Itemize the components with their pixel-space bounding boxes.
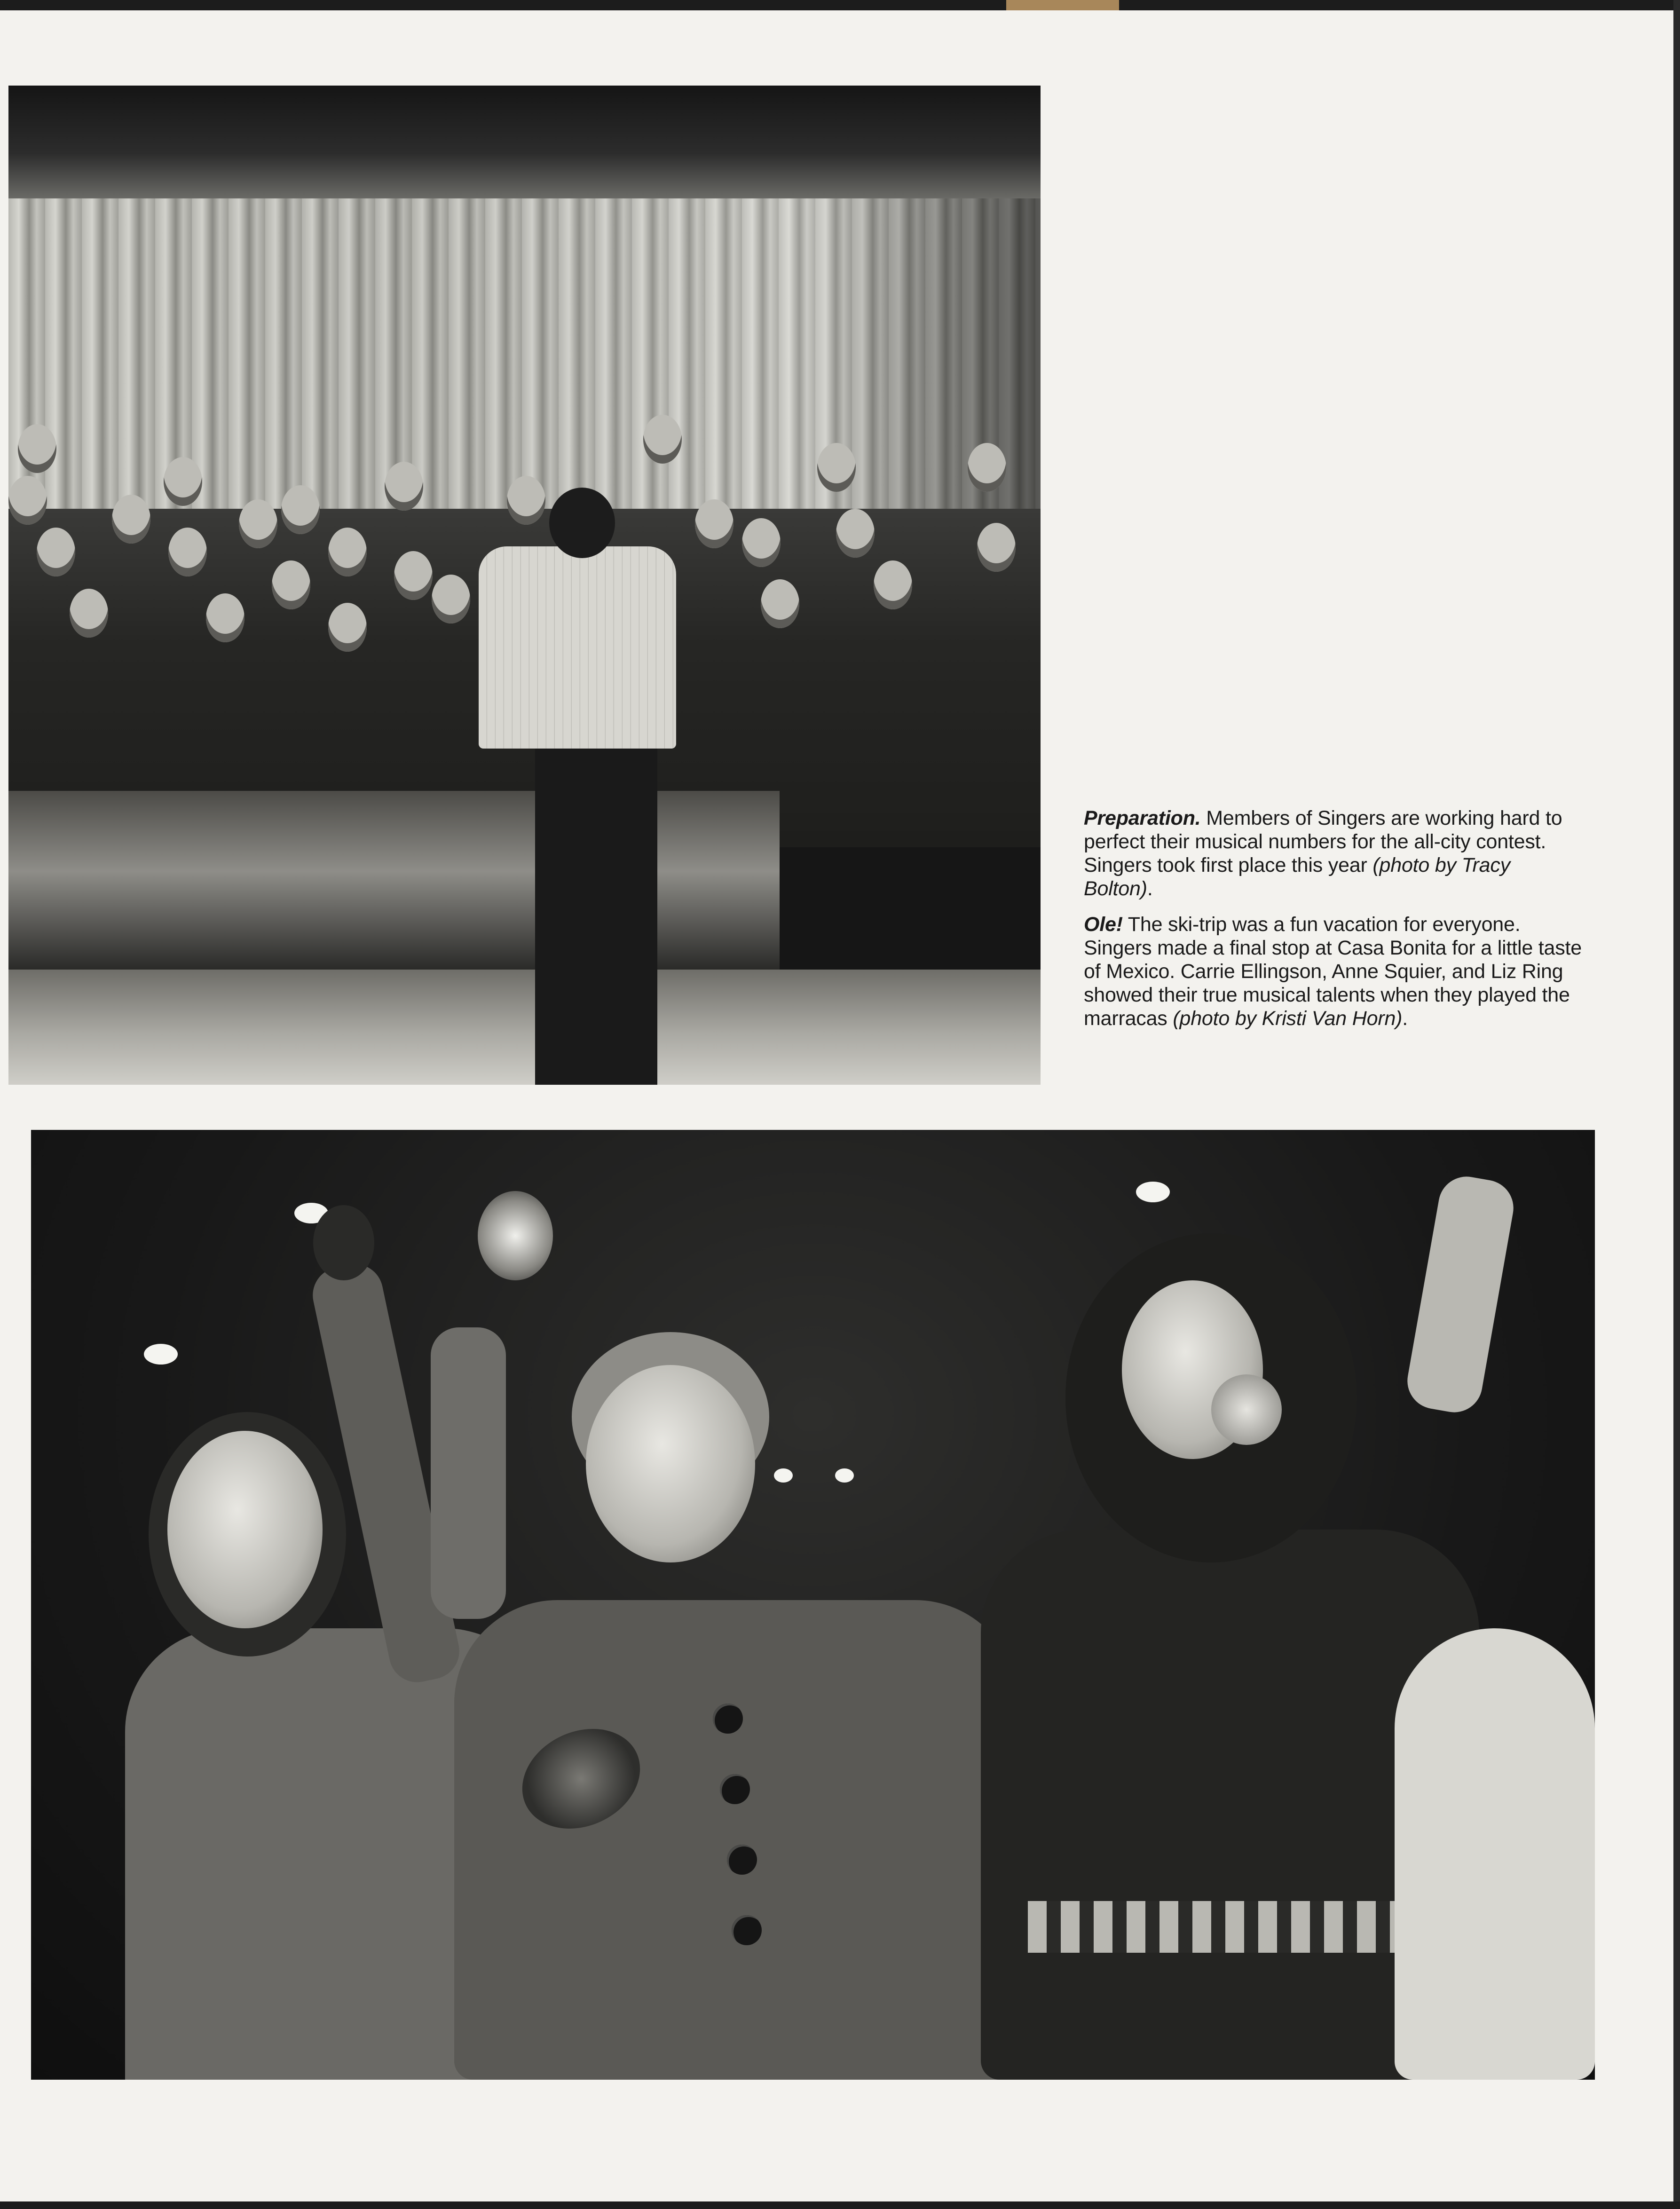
caption-lead: Ole! xyxy=(1084,913,1123,936)
singer-middle-face xyxy=(586,1365,755,1562)
singer-head xyxy=(385,462,423,511)
singer-head xyxy=(836,509,875,558)
scan-right-edge xyxy=(1673,0,1680,2209)
cardigan-button xyxy=(720,1774,750,1804)
ceiling-light xyxy=(774,1468,793,1483)
draped-table xyxy=(8,791,780,970)
singer-head xyxy=(394,551,433,600)
ceiling-light xyxy=(1136,1182,1170,1202)
cardigan-button xyxy=(727,1845,757,1875)
caption-end: . xyxy=(1402,1007,1408,1030)
singer-head xyxy=(112,495,150,544)
maraca xyxy=(478,1191,553,1280)
singer-head xyxy=(977,523,1016,572)
singer-head xyxy=(168,528,207,576)
singer-head xyxy=(18,424,56,473)
choir-stage-photo xyxy=(8,86,1041,1085)
choir-director xyxy=(479,546,676,749)
singer-head xyxy=(507,476,545,525)
caption-preparation xyxy=(1084,806,1582,900)
stage-floor xyxy=(8,970,1041,1085)
singer-head xyxy=(206,593,245,642)
singer-head xyxy=(817,443,856,492)
photo-credit: (photo by Tracy Bolton) xyxy=(1084,854,1510,900)
singer-head xyxy=(239,499,277,548)
stage-valance xyxy=(8,86,1041,198)
singer-middle xyxy=(454,1600,1018,2080)
singer-head xyxy=(432,575,470,623)
cardigan-button xyxy=(713,1704,743,1734)
maraca xyxy=(1211,1374,1282,1445)
singer-head xyxy=(643,415,682,464)
photo-credit: (photo by Kristi Van Horn) xyxy=(1173,1007,1403,1030)
scan-top-edge-tab xyxy=(1006,0,1119,10)
singer-head xyxy=(8,476,47,525)
singer-left-face xyxy=(167,1431,323,1628)
singer-head xyxy=(742,518,781,567)
singer-head xyxy=(37,528,75,576)
caption-end: . xyxy=(1147,877,1153,900)
caption-body: The ski-trip was a fun vacation for everyone. Singers made a final stop at Casa Bonita for a little taste of Mexico. Carrie Ellingson, Anne Squier, and Liz Ring showed their true musical talents when they played the marracas xyxy=(1084,913,1582,1030)
director-legs xyxy=(535,744,657,1085)
scan-bottom-edge xyxy=(0,2201,1680,2209)
ceiling-light xyxy=(144,1344,178,1365)
caption-lead: Preparation. xyxy=(1084,807,1201,829)
ceiling-light xyxy=(835,1468,854,1483)
maraca xyxy=(313,1205,374,1280)
singer-head xyxy=(761,579,799,628)
background-person xyxy=(1395,1628,1595,2080)
singer-head xyxy=(272,560,310,609)
singer-middle-raised-arm xyxy=(431,1327,506,1619)
cardigan-button xyxy=(732,1915,762,1945)
photo-captions xyxy=(1084,806,1582,1042)
caption-body: Members of Singers are working hard to perfect their musical numbers for the all-city contest. Singers took first place this year xyxy=(1084,807,1562,876)
singer-head xyxy=(281,485,320,534)
singer-head xyxy=(164,457,202,506)
singer-head xyxy=(328,603,367,652)
singer-head xyxy=(695,499,734,548)
director-head xyxy=(549,488,615,558)
caption-ole xyxy=(1084,913,1582,1030)
singer-head xyxy=(70,589,108,638)
sweater-pattern xyxy=(1028,1901,1432,1953)
singer-head xyxy=(874,560,912,609)
maracas-photo xyxy=(31,1130,1595,2080)
singer-head xyxy=(328,528,367,576)
singer-head xyxy=(968,443,1006,492)
scan-top-edge xyxy=(0,0,1680,10)
